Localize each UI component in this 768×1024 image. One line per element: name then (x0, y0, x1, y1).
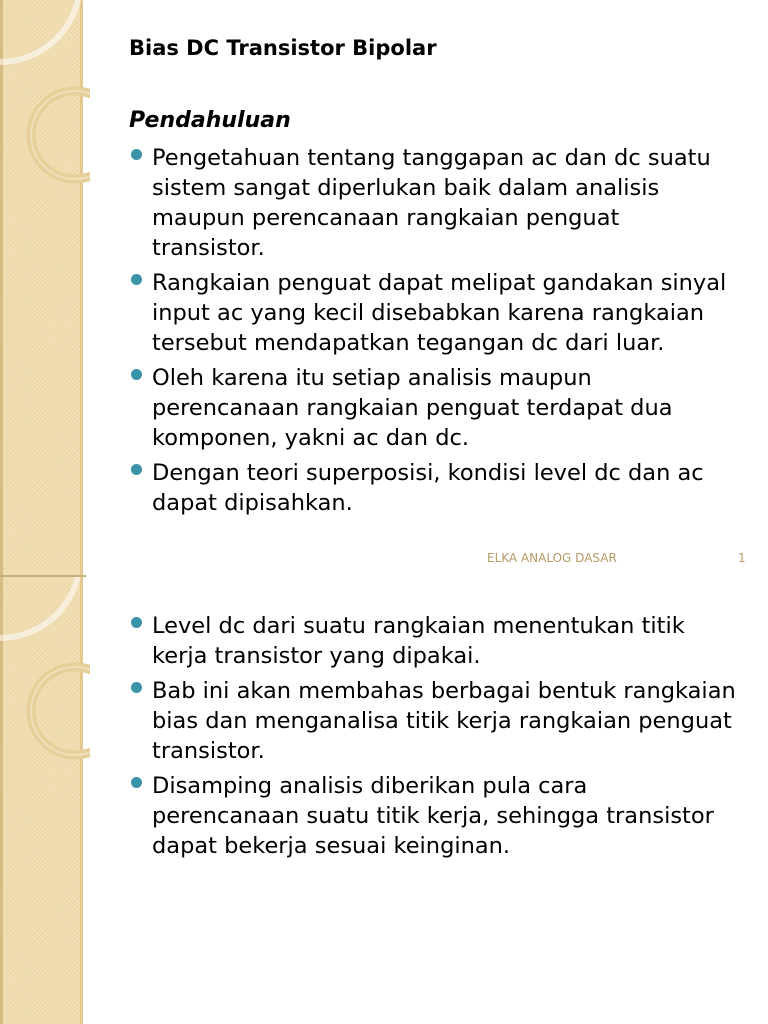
bullet-dot-icon (131, 149, 142, 160)
bullet-item (129, 143, 739, 263)
bullet-item (129, 458, 739, 518)
decorative-ring (31, 667, 90, 755)
bullet-item (129, 363, 739, 453)
decorative-circles (0, 576, 90, 1024)
bullet-item (129, 268, 739, 358)
decorative-arc-top (0, 576, 80, 638)
bullet-item (129, 676, 739, 766)
decorative-arc-top (0, 0, 80, 62)
bullet-dot-icon (131, 617, 142, 628)
bullet-text: Pengetahuan tentang tanggapan ac dan dc suatu sistem sangat diperlukan baik dalam analisis maupun perencanaan rangkaian penguat transistor. (152, 145, 711, 261)
bullet-dot-icon (131, 777, 142, 788)
slide-2 (0, 576, 768, 1024)
bullet-text: Disamping analisis diberikan pula cara perencanaan suatu titik kerja, sehingga transistor dapat bekerja sesuai keinginan. (152, 773, 714, 859)
bullet-text: Bab ini akan membahas berbagai bentuk rangkaian bias dan menganalisa titik kerja rangkaian penguat transistor. (152, 678, 736, 764)
bullet-dot-icon (131, 274, 142, 285)
bullet-text: Rangkaian penguat dapat melipat gandakan sinyal input ac yang kecil disebabkan karena rangkaian tersebut mendapatkan tegangan dc dari luar. (152, 270, 727, 356)
bullet-list (129, 611, 739, 866)
slide-title: Bias DC Transistor Bipolar (129, 36, 437, 60)
bullet-text: Dengan teori superposisi, kondisi level dc dan ac dapat dipisahkan. (152, 460, 704, 516)
decorative-ring (31, 91, 90, 179)
slide-divider (0, 575, 86, 577)
bullet-dot-icon (131, 682, 142, 693)
decorative-circles (0, 0, 90, 576)
bullet-item (129, 771, 739, 861)
page-number: 1 (738, 551, 746, 565)
bullet-item (129, 611, 739, 671)
bullet-dot-icon (131, 369, 142, 380)
section-heading: Pendahuluan (129, 108, 291, 133)
footer-label: ELKA ANALOG DASAR (487, 551, 617, 565)
bullet-text: Level dc dari suatu rangkaian menentukan titik kerja transistor yang dipakai. (152, 613, 685, 669)
bullet-list (129, 143, 739, 523)
bullet-dot-icon (131, 464, 142, 475)
bullet-text: Oleh karena itu setiap analisis maupun perencanaan rangkaian penguat terdapat dua komponen, yakni ac dan dc. (152, 365, 673, 451)
